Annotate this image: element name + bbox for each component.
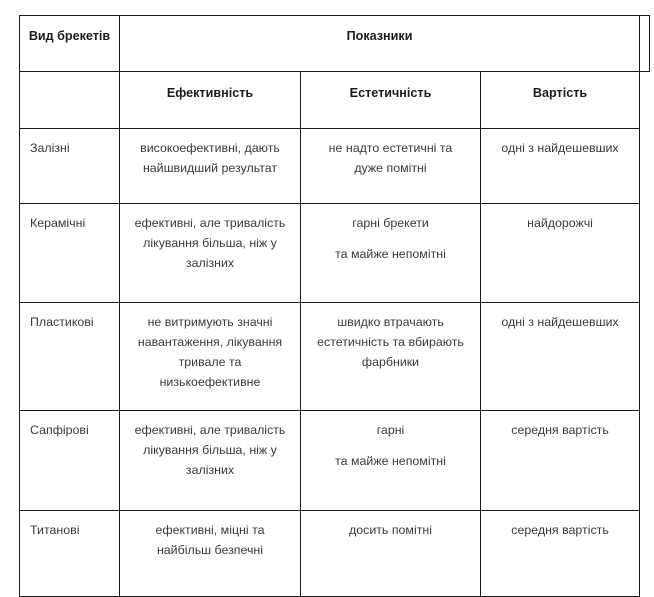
- cell-text-line: лікування більша, ніж у: [143, 236, 277, 251]
- cell-text: [309, 420, 472, 471]
- cell-text-line: швидко втрачають: [337, 315, 444, 329]
- table-header-row-secondary: [20, 72, 640, 129]
- cell-text: [128, 420, 292, 480]
- cell-text-line: досить помітні: [349, 523, 432, 537]
- cell-text-line: навантаження, лікування: [137, 335, 283, 350]
- cell-effectiveness: [120, 411, 301, 511]
- cell-text-line: ефективні, але тривалість: [134, 423, 286, 437]
- column-header-metrics: Показники: [120, 16, 640, 72]
- cell-text-line: найбільш безпечні: [156, 543, 264, 558]
- cell-text: [128, 213, 292, 273]
- cell-text: [489, 138, 631, 158]
- cell-effectiveness: [120, 303, 301, 411]
- cell-aesthetics: [301, 303, 481, 411]
- cell-text-line: низькоефективне: [159, 375, 261, 390]
- cell-effectiveness: [120, 511, 301, 597]
- cell-text-line: середня вартість: [511, 523, 609, 537]
- cell-text-line: Залізні: [30, 141, 70, 155]
- cell-text: [30, 213, 111, 233]
- table-header-row-primary: [20, 16, 640, 72]
- cell-text: [30, 420, 111, 440]
- cell-text-line: залізних: [185, 463, 235, 478]
- cell-text-line: найдорожчі: [527, 216, 593, 230]
- cell-text: [30, 520, 111, 540]
- cell-text: [128, 520, 292, 560]
- cell-text-line: тривале та: [178, 355, 242, 370]
- cell-text-line: фарбники: [361, 355, 420, 370]
- cell-text: [309, 520, 472, 540]
- cell-cost: [481, 511, 640, 597]
- cell-kind: [20, 129, 120, 204]
- cell-text-line: Пластикові: [30, 315, 94, 329]
- cell-text-line: не витримують значні: [147, 315, 273, 329]
- cell-text: [489, 312, 631, 332]
- cell-text: [128, 138, 292, 178]
- cell-text-line: та майже непомітні: [335, 247, 446, 262]
- cell-cost: [481, 303, 640, 411]
- cell-text: [30, 312, 111, 332]
- cell-text: [128, 312, 292, 392]
- column-header-aesthetics: Естетичність: [301, 72, 481, 129]
- cell-cost: [481, 129, 640, 204]
- cell-text: [489, 420, 631, 440]
- cell-text-line: середня вартість: [511, 423, 609, 437]
- column-header-cost: Вартість: [481, 72, 640, 129]
- cell-text: [309, 312, 472, 372]
- table-row: [20, 204, 640, 303]
- table-row: [20, 411, 640, 511]
- braces-comparison-table: [19, 15, 640, 597]
- cell-aesthetics: [301, 511, 481, 597]
- cell-text-line: одні з найдешевших: [501, 141, 619, 155]
- cell-cost: [481, 204, 640, 303]
- cell-text-line: лікування більша, ніж у: [143, 443, 277, 458]
- cell-text-line: гарні брекети: [352, 216, 429, 230]
- cell-text-line: високоефективні, дають: [140, 141, 280, 155]
- column-header-effectiveness: Ефективність: [120, 72, 301, 129]
- cell-text-line: не надто естетичні та: [328, 141, 453, 155]
- cell-text-line: Керамічні: [30, 216, 86, 230]
- cell-kind: [20, 303, 120, 411]
- cell-effectiveness: [120, 129, 301, 204]
- table-row: [20, 511, 640, 597]
- cell-text: [489, 213, 631, 233]
- braces-comparison-table-container: [19, 15, 639, 597]
- cell-text-line: ефективні, але тривалість: [134, 216, 286, 230]
- cell-text-line: естетичність та вбирають: [317, 335, 464, 350]
- cell-text: [309, 213, 472, 264]
- column-header-kind-spacer: [20, 72, 120, 129]
- cell-text-line: ефективні, міцні та: [155, 523, 265, 537]
- column-header-kind: Вид брекетів: [20, 16, 120, 72]
- cell-text: [489, 520, 631, 540]
- cell-text-line: залізних: [185, 256, 235, 271]
- table-row: [20, 129, 640, 204]
- table-body: [20, 16, 640, 597]
- cell-kind: [20, 411, 120, 511]
- cell-text-line: гарні: [376, 423, 405, 437]
- cell-kind: [20, 204, 120, 303]
- cell-aesthetics: [301, 411, 481, 511]
- cell-kind: [20, 511, 120, 597]
- table-row: [20, 303, 640, 411]
- cell-text-line: дуже помітні: [354, 161, 427, 176]
- cell-text-line: та майже непомітні: [335, 454, 446, 469]
- cell-text-line: одні з найдешевших: [501, 315, 619, 329]
- cell-text-line: найшвидший результат: [142, 161, 278, 176]
- cell-effectiveness: [120, 204, 301, 303]
- cell-text: [30, 138, 111, 158]
- cell-text-line: Титанові: [30, 523, 80, 537]
- cell-aesthetics: [301, 129, 481, 204]
- cell-text-line: Сапфірові: [30, 423, 89, 437]
- cell-aesthetics: [301, 204, 481, 303]
- cell-cost: [481, 411, 640, 511]
- cell-text: [309, 138, 472, 178]
